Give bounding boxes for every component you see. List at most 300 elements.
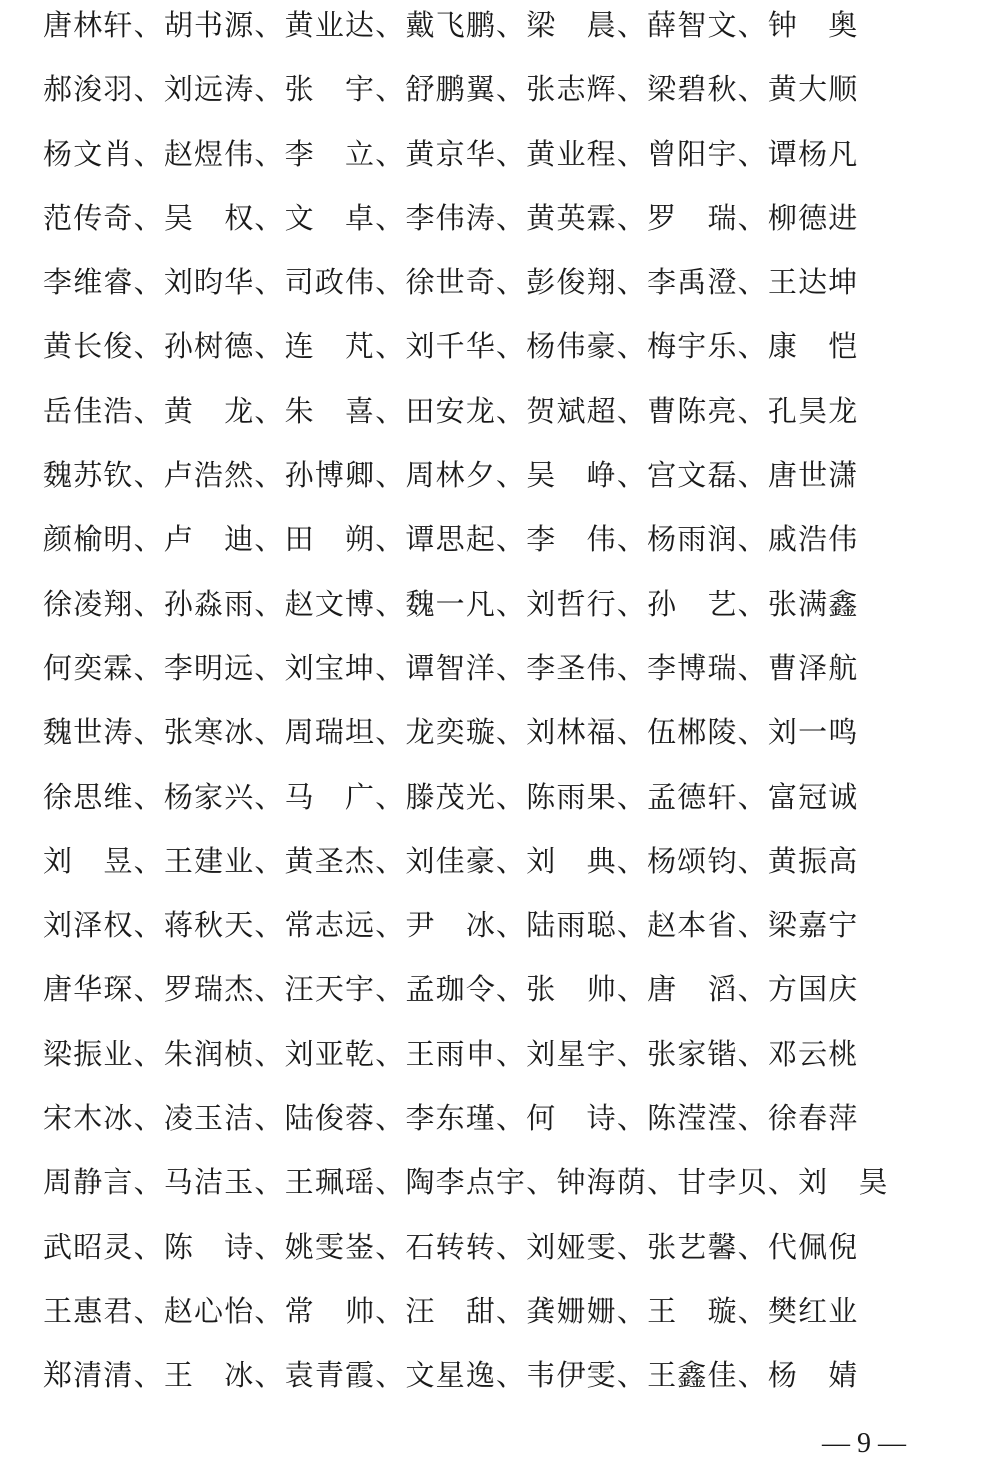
separator: 、 (616, 1360, 648, 1393)
person-name: 黄英霖 (526, 202, 617, 235)
person-name: 戚浩伟 (767, 524, 859, 557)
separator: 、 (616, 395, 648, 428)
separator: 、 (496, 74, 527, 107)
person-name: 赵煜伟 (163, 138, 255, 171)
person-name: 钟 奥 (767, 10, 859, 42)
name-row (43, 392, 889, 456)
name-row (43, 585, 889, 649)
separator: 、 (616, 331, 648, 364)
separator: 、 (375, 717, 406, 750)
person-name: 陆俊蓉 (284, 1103, 376, 1136)
person-name: 李 伟 (526, 524, 617, 557)
separator: 、 (737, 717, 768, 750)
person-name: 刘 昱 (43, 845, 134, 878)
separator: 、 (496, 910, 527, 943)
separator: 、 (616, 845, 648, 878)
person-name: 孙 艺 (647, 588, 738, 621)
person-name: 谭杨凡 (767, 138, 859, 171)
separator: 、 (496, 717, 527, 750)
person-name: 颜榆明 (43, 524, 134, 557)
separator: 、 (496, 138, 527, 171)
person-name: 刘林福 (526, 717, 617, 750)
person-name: 杨家兴 (163, 781, 255, 814)
person-name: 邓云桃 (767, 1038, 859, 1071)
separator: 、 (133, 717, 164, 750)
separator: 、 (254, 974, 285, 1007)
separator: 、 (647, 1167, 678, 1200)
person-name: 常志远 (284, 910, 376, 943)
person-name: 梁振业 (43, 1038, 134, 1071)
separator: 、 (737, 331, 768, 364)
separator: 、 (133, 845, 164, 878)
person-name: 刘一鸣 (767, 717, 859, 750)
person-name: 田安龙 (405, 395, 497, 428)
person-name: 司政伟 (284, 267, 376, 300)
separator: 、 (375, 1360, 406, 1393)
separator: 、 (767, 1167, 799, 1200)
separator: 、 (616, 974, 648, 1007)
separator: 、 (254, 138, 285, 171)
separator: 、 (375, 910, 406, 943)
separator: 、 (737, 1038, 768, 1071)
person-name: 孙淼雨 (163, 588, 255, 621)
separator: 、 (737, 1231, 768, 1264)
person-name: 唐世潇 (767, 460, 859, 493)
separator: 、 (496, 1103, 527, 1136)
person-name: 范传奇 (43, 202, 134, 235)
person-name: 刘昀华 (163, 267, 255, 300)
person-name: 伍郴陵 (647, 717, 738, 750)
person-name: 杨雨润 (647, 524, 738, 557)
separator: 、 (616, 910, 648, 943)
person-name: 唐华琛 (43, 974, 134, 1007)
name-row (43, 1099, 889, 1163)
person-name: 张志辉 (526, 74, 617, 107)
separator: 、 (375, 524, 406, 557)
separator: 、 (133, 331, 164, 364)
separator: 、 (375, 974, 406, 1007)
person-name: 唐林轩 (43, 10, 134, 42)
separator: 、 (254, 717, 285, 750)
person-name: 尹 冰 (405, 910, 497, 943)
separator: 、 (616, 74, 648, 107)
name-row (43, 649, 889, 713)
person-name: 舒鹏翼 (405, 74, 497, 107)
person-name: 李东瑾 (405, 1103, 497, 1136)
separator: 、 (133, 524, 164, 557)
separator: 、 (254, 460, 285, 493)
person-name: 何奕霖 (43, 652, 134, 685)
separator: 、 (375, 460, 406, 493)
person-name: 刘千华 (405, 331, 497, 364)
separator: 、 (375, 781, 406, 814)
person-name: 周林夕 (405, 460, 497, 493)
person-name: 龙奕璇 (405, 717, 497, 750)
person-name: 张 帅 (526, 974, 617, 1007)
person-name: 杨 婧 (767, 1360, 859, 1393)
separator: 、 (375, 1038, 406, 1071)
name-list (43, 6, 889, 1421)
person-name: 李圣伟 (526, 652, 617, 685)
person-name: 刘 典 (526, 845, 617, 878)
separator: 、 (737, 588, 768, 621)
person-name: 赵本省 (647, 910, 738, 943)
separator: 、 (737, 138, 768, 171)
separator: 、 (737, 1360, 768, 1393)
person-name: 宋木冰 (43, 1103, 134, 1136)
separator: 、 (496, 588, 527, 621)
person-name: 刘亚乾 (284, 1038, 376, 1071)
person-name: 黄京华 (405, 138, 497, 171)
separator: 、 (375, 1231, 406, 1264)
person-name: 胡书源 (163, 10, 255, 42)
separator: 、 (375, 1103, 406, 1136)
person-name: 文 卓 (284, 202, 376, 235)
person-name: 姚雯崟 (284, 1231, 376, 1264)
name-row (43, 713, 889, 777)
person-name: 文星逸 (405, 1360, 497, 1393)
person-name: 刘宝坤 (284, 652, 376, 685)
person-name: 刘哲行 (526, 588, 617, 621)
separator: 、 (375, 267, 406, 300)
person-name: 戴飞鹏 (405, 10, 497, 42)
separator: 、 (254, 781, 285, 814)
separator: 、 (737, 910, 768, 943)
name-row (43, 778, 889, 842)
separator: 、 (616, 1038, 648, 1071)
separator: 、 (133, 460, 164, 493)
separator: 、 (375, 845, 406, 878)
person-name: 田 朔 (284, 524, 376, 557)
person-name: 黄圣杰 (284, 845, 376, 878)
person-name: 杨颂钧 (647, 845, 738, 878)
person-name: 柳德进 (767, 202, 859, 235)
person-name: 贺斌超 (526, 395, 617, 428)
person-name: 孔昊龙 (767, 395, 859, 428)
person-name: 马 广 (284, 781, 376, 814)
separator: 、 (133, 588, 164, 621)
person-name: 徐思维 (43, 781, 134, 814)
person-name: 宫文磊 (647, 460, 738, 493)
person-name: 李禹澄 (647, 267, 738, 300)
person-name: 杨伟豪 (526, 331, 617, 364)
person-name: 刘 昊 (798, 1167, 889, 1200)
person-name: 韦伊雯 (526, 1360, 617, 1393)
separator: 、 (737, 10, 768, 42)
separator: 、 (616, 1295, 648, 1328)
name-row (43, 1035, 889, 1099)
name-row (43, 70, 889, 134)
separator: 、 (133, 910, 164, 943)
separator: 、 (254, 267, 285, 300)
separator: 、 (496, 202, 527, 235)
person-name: 孙博卿 (284, 460, 376, 493)
separator: 、 (133, 974, 164, 1007)
separator: 、 (616, 10, 648, 42)
person-name: 王珮瑶 (284, 1167, 376, 1200)
person-name: 王 冰 (163, 1360, 255, 1393)
separator: 、 (254, 1360, 285, 1393)
separator: 、 (375, 652, 406, 685)
separator: 、 (254, 845, 285, 878)
separator: 、 (375, 74, 406, 107)
person-name: 刘娅雯 (526, 1231, 617, 1264)
person-name: 王雨申 (405, 1038, 497, 1071)
person-name: 黄 龙 (163, 395, 255, 428)
separator: 、 (737, 395, 768, 428)
separator: 、 (616, 202, 648, 235)
person-name: 曾阳宇 (647, 138, 738, 171)
person-name: 武昭灵 (43, 1231, 134, 1264)
separator: 、 (375, 588, 406, 621)
separator: 、 (254, 1231, 285, 1264)
person-name: 孟德轩 (647, 781, 738, 814)
name-row (43, 970, 889, 1034)
separator: 、 (616, 1103, 648, 1136)
person-name: 王建业 (163, 845, 255, 878)
separator: 、 (496, 10, 527, 42)
name-row (43, 1292, 889, 1356)
person-name: 郑清清 (43, 1360, 134, 1393)
separator: 、 (616, 781, 648, 814)
separator: 、 (375, 138, 406, 171)
person-name: 方国庆 (767, 974, 859, 1007)
person-name: 王鑫佳 (647, 1360, 738, 1393)
separator: 、 (737, 74, 768, 107)
person-name: 石转转 (405, 1231, 497, 1264)
separator: 、 (133, 10, 164, 42)
person-name: 富冠诚 (767, 781, 859, 814)
person-name: 梅宇乐 (647, 331, 738, 364)
person-name: 何 诗 (526, 1103, 617, 1136)
person-name: 魏世涛 (43, 717, 134, 750)
person-name: 张寒冰 (163, 717, 255, 750)
separator: 、 (616, 138, 648, 171)
separator: 、 (254, 910, 285, 943)
separator: 、 (133, 1103, 164, 1136)
person-name: 刘佳豪 (405, 845, 497, 878)
separator: 、 (375, 1167, 406, 1200)
name-row (43, 135, 889, 199)
person-name: 陆雨聪 (526, 910, 617, 943)
person-name: 岳佳浩 (43, 395, 134, 428)
separator: 、 (254, 1167, 285, 1200)
person-name: 曹泽航 (767, 652, 859, 685)
person-name: 李明远 (163, 652, 255, 685)
name-row (43, 263, 889, 327)
separator: 、 (737, 845, 768, 878)
person-name: 唐 滔 (647, 974, 738, 1007)
separator: 、 (375, 202, 406, 235)
separator: 、 (496, 974, 527, 1007)
person-name: 蒋秋天 (163, 910, 255, 943)
person-name: 李伟涛 (405, 202, 497, 235)
separator: 、 (737, 781, 768, 814)
person-name: 周瑞坦 (284, 717, 376, 750)
person-name: 张满鑫 (767, 588, 859, 621)
person-name: 魏苏钦 (43, 460, 134, 493)
name-row (43, 1163, 889, 1227)
name-row (43, 456, 889, 520)
person-name: 常 帅 (284, 1295, 376, 1328)
separator: 、 (496, 524, 527, 557)
name-row (43, 6, 889, 70)
person-name: 张家锴 (647, 1038, 738, 1071)
person-name: 李 立 (284, 138, 376, 171)
person-name: 黄业程 (526, 138, 617, 171)
person-name: 梁 晨 (526, 10, 617, 42)
person-name: 李博瑞 (647, 652, 738, 685)
person-name: 吴 权 (163, 202, 255, 235)
separator: 、 (616, 267, 648, 300)
separator: 、 (133, 1295, 164, 1328)
separator: 、 (496, 460, 527, 493)
separator: 、 (133, 1167, 164, 1200)
separator: 、 (737, 652, 768, 685)
separator: 、 (254, 1295, 285, 1328)
separator: 、 (616, 588, 648, 621)
person-name: 汪 甜 (405, 1295, 497, 1328)
separator: 、 (526, 1167, 557, 1200)
separator: 、 (616, 460, 648, 493)
person-name: 王惠君 (43, 1295, 134, 1328)
person-name: 袁青霞 (284, 1360, 376, 1393)
person-name: 滕茂光 (405, 781, 497, 814)
person-name: 刘泽权 (43, 910, 134, 943)
separator: 、 (133, 652, 164, 685)
person-name: 凌玉洁 (163, 1103, 255, 1136)
separator: 、 (616, 717, 648, 750)
person-name: 孙树德 (163, 331, 255, 364)
separator: 、 (496, 652, 527, 685)
person-name: 黄大顺 (767, 74, 859, 107)
separator: 、 (133, 781, 164, 814)
person-name: 魏一凡 (405, 588, 497, 621)
person-name: 刘远涛 (163, 74, 255, 107)
person-name: 卢 迪 (163, 524, 255, 557)
separator: 、 (133, 202, 164, 235)
separator: 、 (254, 202, 285, 235)
person-name: 龚姗姗 (526, 1295, 617, 1328)
person-name: 曹陈亮 (647, 395, 738, 428)
person-name: 陈雨果 (526, 781, 617, 814)
person-name: 郝浚羽 (43, 74, 134, 107)
separator: 、 (496, 1360, 527, 1393)
person-name: 黄长俊 (43, 331, 134, 364)
separator: 、 (496, 781, 527, 814)
separator: 、 (496, 1231, 527, 1264)
person-name: 马洁玉 (163, 1167, 255, 1200)
person-name: 徐世奇 (405, 267, 497, 300)
person-name: 罗 瑞 (647, 202, 738, 235)
person-name: 张艺馨 (647, 1231, 738, 1264)
separator: 、 (254, 395, 285, 428)
person-name: 陈滢滢 (647, 1103, 738, 1136)
name-row (43, 520, 889, 584)
person-name: 赵文博 (284, 588, 376, 621)
separator: 、 (254, 331, 285, 364)
person-name: 孟珈令 (405, 974, 497, 1007)
name-row (43, 327, 889, 391)
separator: 、 (737, 267, 768, 300)
separator: 、 (133, 138, 164, 171)
separator: 、 (133, 267, 164, 300)
separator: 、 (737, 202, 768, 235)
separator: 、 (254, 652, 285, 685)
separator: 、 (133, 1038, 164, 1071)
person-name: 陈 诗 (163, 1231, 255, 1264)
separator: 、 (496, 331, 527, 364)
person-name: 谭思起 (405, 524, 497, 557)
name-row (43, 842, 889, 906)
person-name: 周静言 (43, 1167, 134, 1200)
person-name: 赵心怡 (163, 1295, 255, 1328)
separator: 、 (375, 395, 406, 428)
person-name: 罗瑞杰 (163, 974, 255, 1007)
separator: 、 (616, 1231, 648, 1264)
page-number: — 9 — (822, 1428, 906, 1459)
person-name: 代佩倪 (767, 1231, 859, 1264)
separator: 、 (737, 460, 768, 493)
separator: 、 (133, 395, 164, 428)
person-name: 陶李点宇 (405, 1167, 527, 1200)
separator: 、 (133, 74, 164, 107)
person-name: 甘孛贝 (677, 1167, 768, 1200)
separator: 、 (737, 974, 768, 1007)
person-name: 王 璇 (647, 1295, 738, 1328)
person-name: 梁碧秋 (647, 74, 738, 107)
separator: 、 (254, 74, 285, 107)
person-name: 汪天宇 (284, 974, 376, 1007)
name-row (43, 1228, 889, 1292)
person-name: 康 恺 (767, 331, 859, 364)
person-name: 樊红业 (767, 1295, 859, 1328)
person-name: 刘星宇 (526, 1038, 617, 1071)
name-row (43, 906, 889, 970)
person-name: 连 芃 (284, 331, 376, 364)
person-name: 杨文肖 (43, 138, 134, 171)
separator: 、 (737, 1103, 768, 1136)
separator: 、 (616, 524, 648, 557)
name-row (43, 199, 889, 263)
person-name: 谭智洋 (405, 652, 497, 685)
separator: 、 (254, 524, 285, 557)
person-name: 卢浩然 (163, 460, 255, 493)
separator: 、 (737, 524, 768, 557)
person-name: 梁嘉宁 (767, 910, 859, 943)
separator: 、 (254, 1038, 285, 1071)
separator: 、 (133, 1360, 164, 1393)
person-name: 薛智文 (647, 10, 738, 42)
person-name: 李维睿 (43, 267, 134, 300)
person-name: 吴 峥 (526, 460, 617, 493)
separator: 、 (254, 1103, 285, 1136)
separator: 、 (254, 10, 285, 42)
person-name: 钟海荫 (556, 1167, 648, 1200)
separator: 、 (496, 845, 527, 878)
person-name: 徐凌翔 (43, 588, 134, 621)
person-name: 黄业达 (284, 10, 376, 42)
person-name: 张 宇 (284, 74, 376, 107)
person-name: 朱 喜 (284, 395, 376, 428)
person-name: 黄振高 (767, 845, 859, 878)
separator: 、 (375, 1295, 406, 1328)
separator: 、 (737, 1295, 768, 1328)
separator: 、 (375, 10, 406, 42)
separator: 、 (375, 331, 406, 364)
separator: 、 (496, 1038, 527, 1071)
person-name: 朱润桢 (163, 1038, 255, 1071)
